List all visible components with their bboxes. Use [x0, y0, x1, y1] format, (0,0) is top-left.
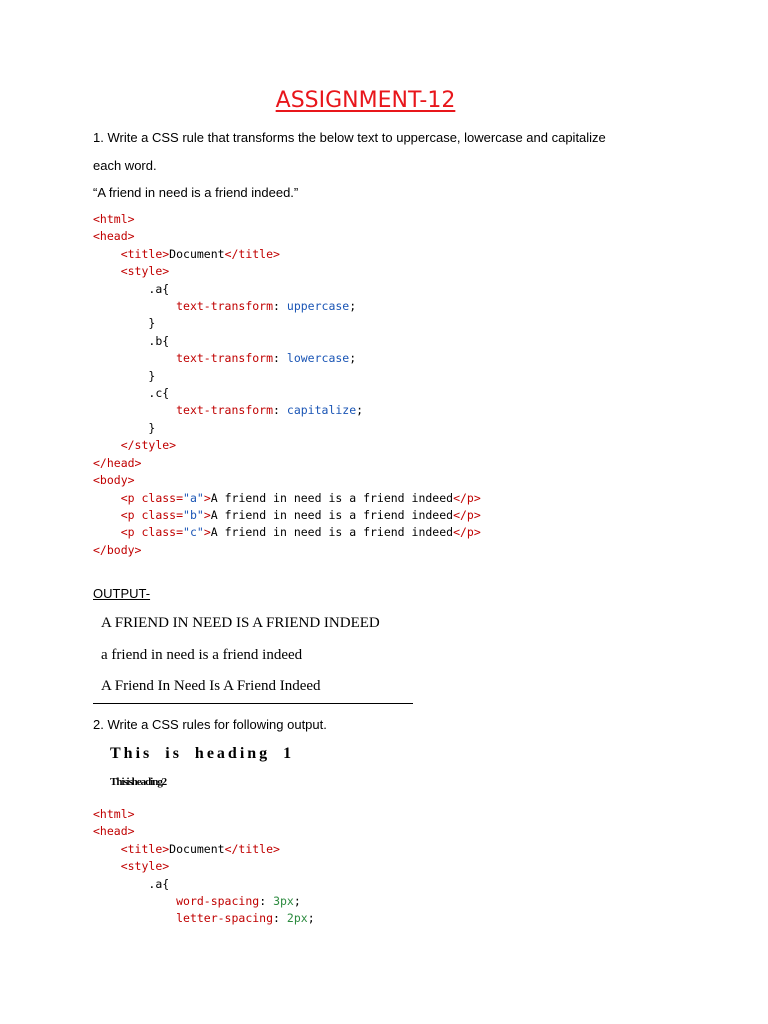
- code-punct: :: [259, 894, 267, 909]
- code-tag: </title>: [224, 246, 280, 261]
- code-text: Document: [169, 841, 225, 856]
- code-punct: :: [273, 351, 280, 366]
- code-punct: :: [273, 911, 280, 926]
- code-punct: :: [273, 299, 280, 314]
- code-string: "b": [183, 507, 204, 522]
- code-selector: .b{: [148, 333, 170, 348]
- divider: [93, 703, 413, 704]
- code-tag: >: [203, 490, 211, 505]
- code-tag: >: [203, 507, 211, 522]
- code-tag: >: [203, 525, 211, 540]
- code-tag: <html>: [93, 807, 135, 821]
- code-property: text-transform: [176, 403, 274, 418]
- code-property: text-transform: [176, 299, 274, 314]
- code-block-1: [93, 211, 481, 559]
- code-value: lowercase: [286, 351, 350, 366]
- code-tag: <title>: [120, 841, 170, 856]
- code-tag: </p>: [453, 525, 481, 540]
- code-punct: }: [148, 420, 156, 435]
- code-text: A friend in need is a friend indeed: [210, 525, 454, 540]
- code-punct: ;: [349, 351, 357, 366]
- code-tag: <p: [120, 490, 142, 505]
- code-tag: </title>: [224, 841, 280, 856]
- page-title: ASSIGNMENT-12: [275, 88, 456, 113]
- question-1-line-1: 1. Write a CSS rule that transforms the below text to uppercase, lowercase and capitalize: [93, 130, 606, 145]
- code-tag: </style>: [120, 438, 177, 453]
- code-tag: </body>: [93, 542, 142, 557]
- code-tag: </head>: [93, 455, 142, 470]
- code-value: capitalize: [286, 403, 357, 418]
- code-tag: <style>: [120, 859, 170, 874]
- code-tag: </p>: [453, 507, 481, 522]
- output-uppercase: A FRIEND IN NEED IS A FRIEND INDEED: [101, 615, 380, 631]
- code-property: word-spacing: [176, 894, 260, 909]
- code-property: text-transform: [176, 351, 274, 366]
- code-property: letter-spacing: [176, 911, 274, 926]
- code-punct: :: [273, 403, 280, 418]
- code-tag: <title>: [120, 246, 170, 261]
- code-tag: <body>: [93, 473, 135, 488]
- code-attr: class=: [141, 525, 184, 540]
- code-punct: ;: [356, 403, 364, 418]
- output-capitalize: A Friend In Need Is A Friend Indeed: [101, 678, 321, 694]
- code-selector: .a{: [148, 281, 170, 296]
- code-tag: <p: [120, 525, 142, 540]
- code-text: A friend in need is a friend indeed: [210, 507, 454, 522]
- code-value: 2px: [286, 911, 308, 926]
- code-tag: <head>: [93, 824, 135, 839]
- code-punct: }: [148, 316, 156, 331]
- code-value: 3px: [273, 894, 294, 909]
- demo-heading-2: This is heading 2: [110, 776, 167, 788]
- code-tag: </p>: [453, 490, 481, 505]
- code-tag: <p: [120, 507, 142, 522]
- code-tag: <head>: [93, 229, 135, 244]
- code-attr: class=: [141, 490, 184, 505]
- code-string: "c": [183, 525, 204, 540]
- code-value: uppercase: [286, 299, 350, 314]
- question-1-line-2: each word.: [93, 158, 157, 173]
- code-selector: .a{: [148, 876, 170, 891]
- code-selector: .c{: [148, 386, 170, 401]
- code-punct: ;: [307, 911, 315, 926]
- code-block-2: [93, 806, 315, 928]
- question-1-quote: “A friend in need is a friend indeed.”: [93, 185, 299, 200]
- code-tag: <html>: [93, 212, 135, 226]
- code-punct: ;: [349, 299, 357, 314]
- code-punct: }: [148, 368, 156, 383]
- code-text: A friend in need is a friend indeed: [210, 490, 454, 505]
- demo-heading-1: This is heading 1: [110, 745, 295, 762]
- code-punct: ;: [293, 894, 301, 909]
- code-tag: <style>: [120, 264, 170, 279]
- output-lowercase: a friend in need is a friend indeed: [101, 647, 303, 663]
- code-attr: class=: [141, 507, 184, 522]
- code-string: "a": [183, 490, 204, 505]
- code-text: Document: [169, 246, 225, 261]
- output-label: OUTPUT-: [93, 586, 151, 601]
- question-2-line: 2. Write a CSS rules for following output.: [93, 717, 327, 732]
